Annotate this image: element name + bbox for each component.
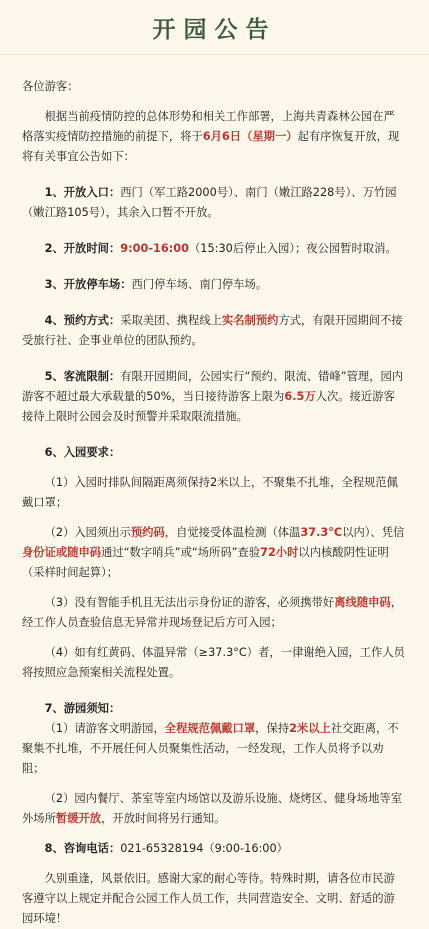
- highlight-text: 2米以上: [289, 722, 331, 735]
- req-text: 通过“数字哨兵”或“场所码”查验: [101, 546, 261, 559]
- note-text: 社交距离，不聚集不扎堆，不开展任何人员聚集性活动，一经发现，工作人员将予以劝阻；: [22, 722, 399, 775]
- highlight-text: 实名制预约: [221, 314, 279, 327]
- entry-req-2: [22, 523, 405, 583]
- highlight-text: 预约码: [130, 526, 165, 539]
- hotline-number: 021-65328194（9:00-16:00）: [120, 842, 288, 855]
- item-label: 1、开放入口：: [44, 186, 121, 199]
- item-label: 7、游园须知：: [44, 702, 121, 715]
- item-entrances: [22, 183, 405, 223]
- item-reservation: [22, 311, 405, 351]
- req-text: （3）没有智能手机且无法出示身份证的游客，必须携带好: [44, 596, 335, 609]
- highlight-text: 离线随申码: [334, 596, 391, 609]
- highlight-text: 全程规范佩戴口罩: [164, 722, 256, 735]
- opening-hours: 9:00-16:00: [120, 242, 189, 255]
- item-text: 采取美团、携程线上: [120, 314, 222, 327]
- item-capacity: [22, 367, 405, 427]
- highlight-text: 身份证或随申码: [22, 546, 102, 559]
- item-label: 3、开放停车场：: [44, 278, 132, 291]
- item-label: 8、咨询电话：: [44, 842, 121, 855]
- intro-paragraph: [22, 107, 405, 167]
- item-hours: [22, 239, 405, 259]
- item-text-2: 方式，有限开园期间不接受旅行社、企事业单位的团队预约。: [22, 314, 403, 347]
- title-bar: [0, 0, 429, 55]
- reopen-date: 6月6日（星期一）: [202, 130, 298, 143]
- note-text: ，开放时间将另行通知。: [101, 812, 226, 825]
- note-text: ，保持: [255, 722, 290, 735]
- notice-body: [0, 55, 429, 929]
- item-label: 6、入园要求：: [44, 446, 121, 459]
- intro-text-2: 起有序恢复开放，现将有关事宜公告如下：: [22, 130, 400, 163]
- item-text: 西门（军工路2000号）、南门（嫩江路228号）、万竹园（嫩江路105号），其余入口暂不开放。: [22, 186, 397, 219]
- page-title: 开园公告: [152, 15, 277, 43]
- highlight-text: 37.3°C: [300, 526, 343, 539]
- req-text: 以内）、凭信: [342, 526, 405, 539]
- note-text: （1）请游客文明游园，: [44, 722, 165, 735]
- note-text: （2）园内餐厅、茶室等室内场馆以及游乐设施、烧烤区、健身场地等室外场所: [22, 792, 402, 825]
- item-entry-requirements: [22, 443, 405, 463]
- req-text: （2）入园须出示: [44, 526, 131, 539]
- item-text-2: 人次。接近游客接待上限时公园会及时预警并采取限流措施。: [22, 390, 395, 423]
- item-label: 4、预约方式：: [44, 314, 121, 327]
- entry-req-4: （4）如有红黄码、体温异常（≥37.3°C）者，一律谢绝入园，工作人员将按照应急预案相关流程处置。: [22, 646, 405, 679]
- item-label: 2、开放时间：: [44, 242, 121, 255]
- item-hotline: [22, 839, 405, 859]
- intro-text: 根据当前疫情防控的总体形势和相关工作部署，上海共青森林公园在严格落实疫情防控措施的前提下，将于: [22, 110, 395, 143]
- item-parking: [22, 275, 405, 295]
- visitor-note-1: [22, 719, 405, 779]
- greeting: 各位游客：: [22, 80, 79, 93]
- req-text: 以内核酸阴性证明（采样时间起算）；: [22, 546, 389, 579]
- req-text: ，自觉接受体温检测（体温: [164, 526, 301, 539]
- item-visitor-notes: [22, 699, 405, 719]
- item-text: （15:30后停止入园）；夜公园暂时取消。: [189, 242, 397, 255]
- item-label: 5、客流限制：: [44, 370, 121, 383]
- visitor-note-2: [22, 789, 405, 829]
- entry-req-1: （1）入园时排队间隔距离须保持2米以上，不聚集不扎堆，全程规范佩戴口罩；: [22, 476, 398, 509]
- closing-paragraph: 久别重逢，风景依旧。感谢大家的耐心等待。特殊时期，请各位市民游客遵守以上规定并配合公园工作人员工作，共同营造安全、文明、舒适的游园环境！: [22, 872, 395, 925]
- req-text: ，经工作人员查验信息无异常并现场登记后方可入园；: [22, 596, 403, 629]
- highlight-text: 暂缓开放: [55, 812, 102, 825]
- item-text: 西门停车场、南门停车场。: [131, 278, 268, 291]
- highlight-text: 6.5万: [284, 390, 316, 403]
- highlight-text: 72小时: [260, 546, 299, 559]
- entry-req-3: [22, 593, 405, 633]
- item-text: 有限开园期间，公园实行“预约、限流、错峰”管理，园内游客不超过最大承载量的50%，当日接待游客上限为: [22, 370, 404, 403]
